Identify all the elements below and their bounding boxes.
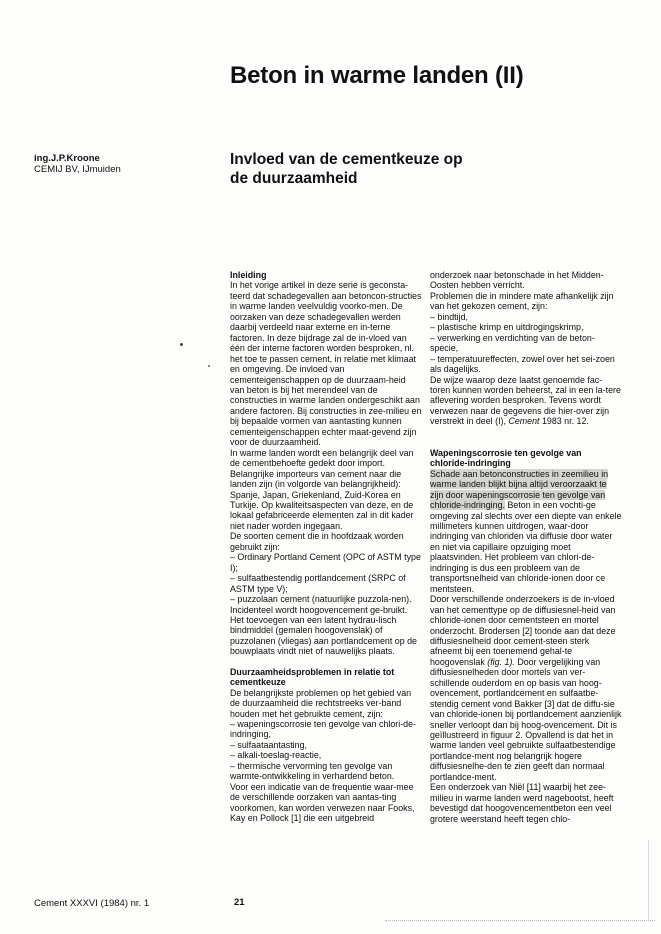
paragraph: In warme landen wordt een belangrijk deel van de cementbehoefte gedekt door import. Belangrijke importeurs van cement naar die landen zijn (in volgorde van belangrijkheid): Spanje, Japan, Griekenland, Zuid-Korea en Turkije. Op kwaliteitsaspecten van deze, en de lokaal gefabriceerde elementen zal in dit kader niet nader worden ingegaan.: [230, 447, 414, 531]
paragraph: In het vorige artikel in deze serie is geconsta-teerd dat schadegevallen aan betoncon-structies in warme landen veelvuldig voorko-men. De oorzaken van deze schadegevallen werden daarbij verdeeld naar externe en in-terne factoren. In deze bijdrage zal de in-vloed van één der interne factoren worden besproken, nl. het toe te passen cement, in relatie met klimaat en omgeving. De invloed van cementeigenschappen op de duurzaam-heid van beton is bij het merendeel van de constructies in warme landen ondergeschikt aan andere factoren. Bij constructies in zee-milieu en bij bepaalde vormen van aantasting kunnen cementeigenschappen echter maat-gevend zijn voor de duurzaamheid.: [230, 280, 422, 448]
text-run: De wijze waarop deze laatst genoemde fac-toren kunnen worden beheerst, zal in een la-tere aflevering worden besproken. Tevens wordt verwezen naar de gegevens die hier-over zijn verstrekt in deel (I),: [430, 374, 621, 427]
list-item: – alkali-toeslag-reactie,: [230, 750, 322, 761]
section-heading-duurzaamheid: [230, 667, 422, 688]
list-item: – sulfaatbestendig portlandcement (SRPC of ASTM type V);: [230, 573, 406, 594]
paragraph: Problemen die in mindere mate afhankelijk zijn van het gekozen cement, zijn:: [430, 290, 614, 312]
text-run: Door vergelijking van diffusiesnelheden door mortels van ver-schillende ouderdom en op basis van hoog-ovencement, portlandcement en sulfaatbe-stendig cement vond Bakker [3] dat de diffu-sie van chloride-ionen bij portlandcement aanzienlijk sneller verloopt dan bij hoog-ovencement. Dit is geïllustreerd in figuur 2. Opvallend is dat het in warme landen veel gebruikte sulfaatbestendige portlandce-ment nog belangrijk hogere diffusiesnelhe-den te zien geeft dan normaal portlandce-ment.: [430, 656, 622, 782]
author-block: [34, 153, 204, 175]
author-affiliation: CEMIJ BV, IJmuiden: [34, 164, 121, 175]
list-item: – plastische krimp en uitdrogingskrimp,: [430, 322, 584, 333]
scan-edge-noise: [648, 840, 655, 920]
list-item: – temperatuureffecten, zowel over het sei-zoen als dagelijks.: [430, 353, 615, 375]
paragraph: Een onderzoek van Niël [11] waarbij het zee-milieu in warme landen werd nagebootst, heeft bevestigd dat hoogovencementbeton een veel grotere weerstand heeft tegen chlo-: [430, 782, 614, 824]
page-number: 21: [234, 897, 245, 908]
text-run: Door verschillende onderzoekers is de in-vloed van het cementtype op de diffusiesnel-heid van chloride-ionen door cementsteen en mortel onderzocht. Brodersen [2] toonde aan dat deze diffusiesnelheid door cement-steen sterk afneemt bij een toenemend gehal-te hoogovenslak: [430, 594, 616, 667]
text-run: Beton in een vochti-ge omgeving zal slechts over een diepte van enkele millimeters kunnen uitdrogen, waar-door indringing van chloriden via diffusie door water en niet via capillaire opzuiging moet plaatsvinden. Het probleem van chlori-de-indringing is dus een probleem van de transportsnelheid van chloride-ionen door ce mentsteen.: [430, 500, 622, 594]
text-run: 1983 nr. 12.: [539, 416, 589, 427]
scan-edge-noise: [385, 920, 655, 926]
scan-speck: [208, 365, 210, 367]
paragraph: [430, 594, 622, 782]
text-column-left: [230, 270, 422, 824]
section-heading-wapeningscorrosie: [430, 448, 622, 469]
author-name: ing.J.P.Kroone: [34, 153, 100, 164]
figure-reference: (fig. 1).: [487, 656, 515, 667]
paragraph: [430, 469, 622, 594]
paragraph: [430, 375, 622, 427]
paragraph: Voor een indicatie van de frequentie waar-mee de verschillende oorzaken van aantas-ting voorkomen, kan worden verwezen naar Fooks, Kay en Pollock [1] die een uitgebreid: [230, 781, 415, 824]
paragraph: De belangrijkste problemen op het gebied van de duurzaamheid die rechtstreeks ver-band houden met het gebruikte cement, zijn:: [230, 687, 412, 719]
list-item: – wapeningscorrosie ten gevolge van chlori-de-indringing,: [230, 719, 416, 740]
list-item: – sulfaataantasting,: [230, 739, 307, 750]
paragraph: De soorten cement die in hoofdzaak worden gebruikt zijn:: [230, 531, 404, 552]
heading-line-1: Wapeningscorrosie ten gevolge van: [430, 447, 582, 458]
paragraph: onderzoek naar betonschade in het Midden-Oosten hebben verricht.: [430, 270, 604, 291]
list-item: – puzzolaan cement (natuurlijke puzzola-nen).: [230, 594, 412, 605]
highlighted-text: Schade aan betonconstructies in zeemilieu in warme landen blijkt bijna altijd veroorzaakt te zijn door wapeningscorrosie ten gevolge van chloride-indringing.: [430, 468, 609, 511]
section-heading-inleiding: Inleiding: [230, 270, 267, 280]
paragraph: Incidenteel wordt hoogovencement ge-bruikt. Het toevoegen van een latent hydrau-lisch bindmiddel (gemalen hoogovenslak) of puzzolanen (vliegas) aan portlandcement op de bouwplaats vindt niet of nauwelijks plaats.: [230, 604, 417, 657]
list-item: – Ordinary Portland Cement (OPC of ASTM type I);: [230, 552, 421, 573]
list-item: – thermische vervorming ten gevolge van warmte-ontwikkeling in verhardend beton.: [230, 760, 395, 782]
subtitle-line-1: Invloed van de cementkeuze op: [230, 151, 463, 168]
subtitle-line-2: de duurzaamheid: [230, 170, 358, 187]
heading-line-1: Duurzaamheidsproblemen in relatie tot: [230, 666, 395, 677]
heading-line-2: chloride-indringing: [430, 458, 511, 469]
list-item: – verwerking en verdichting van de beton-specie,: [430, 332, 595, 354]
text-column-right: [430, 270, 622, 824]
heading-line-2: cementkeuze: [230, 677, 286, 688]
scan-speck: [180, 343, 183, 346]
footer-journal: Cement XXXVI (1984) nr. 1: [34, 898, 150, 909]
list-item: – bindtijd,: [430, 311, 468, 322]
article-title: Beton in warme landen (II): [230, 62, 524, 89]
article-subtitle: [230, 150, 530, 188]
journal-reference: Cement: [508, 416, 540, 427]
